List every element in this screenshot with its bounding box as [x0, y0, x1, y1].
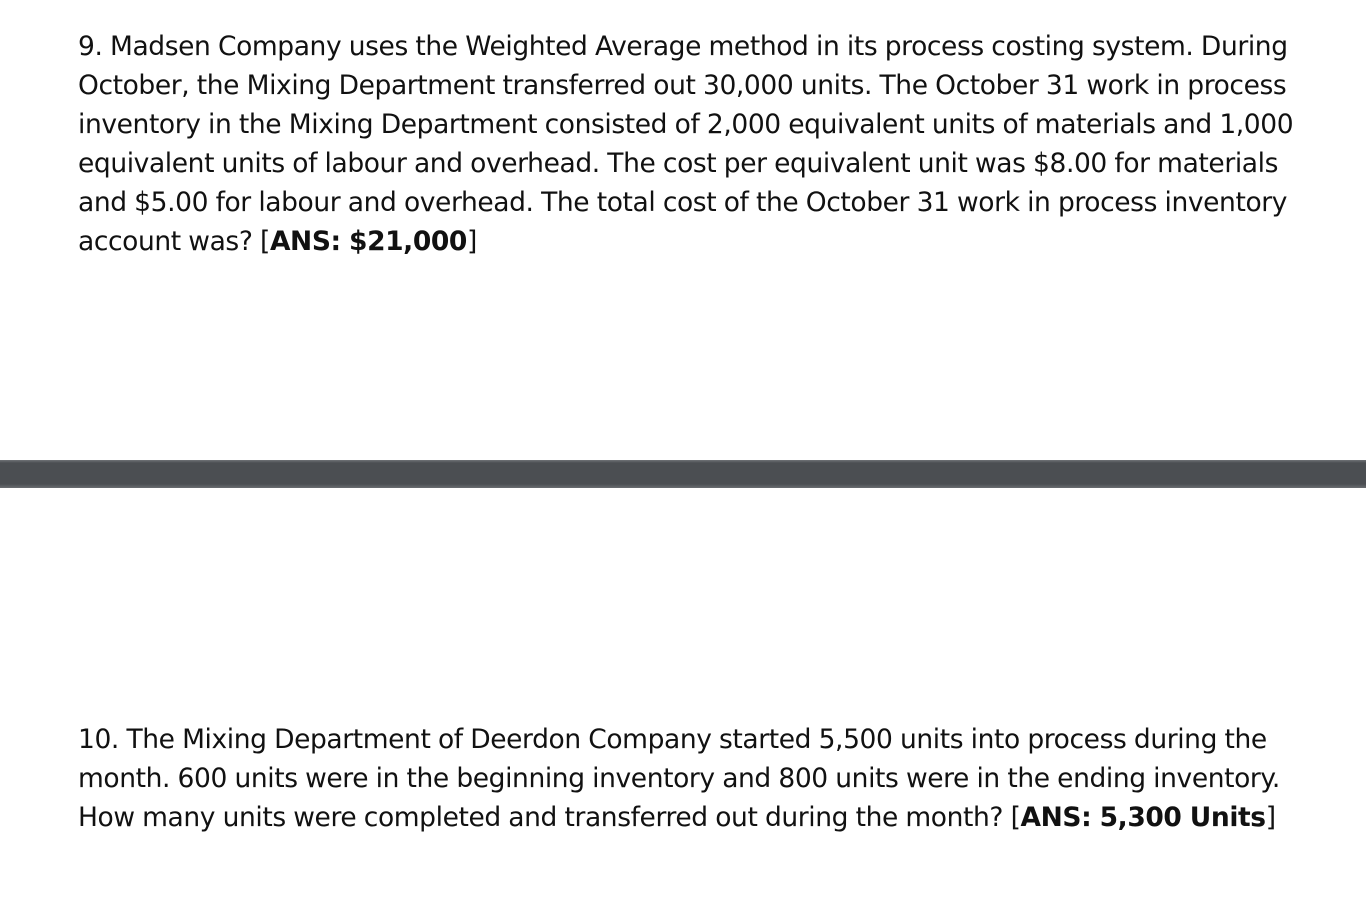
question-10-closing-bracket: ]: [1265, 802, 1276, 833]
page-bottom: [0, 488, 1366, 912]
page-divider: [0, 460, 1366, 488]
question-10-text: 10. The Mixing Department of Deerdon Company started 5,500 units into process during the month. 600 units were in the beginning inventory and 800 units were in the ending inventory. How many units were completed and transferred out during the month? [: [78, 724, 1280, 833]
question-9: [78, 27, 1318, 261]
question-9-closing-bracket: ]: [466, 226, 477, 257]
question-10: [78, 720, 1318, 837]
question-10-answer: ANS: 5,300 Units: [1020, 802, 1266, 833]
question-9-text: 9. Madsen Company uses the Weighted Average method in its process costing system. During October, the Mixing Department transferred out 30,000 units. The October 31 work in process inventory in the Mixing Department consisted of 2,000 equivalent units of materials and 1,000 equivalent units of labour and overhead. The cost per equivalent unit was $8.00 for materials and $5.00 for labour and overhead. The total cost of the October 31 work in process inventory account was? [: [78, 31, 1294, 257]
question-9-answer: ANS: $21,000: [269, 226, 467, 257]
